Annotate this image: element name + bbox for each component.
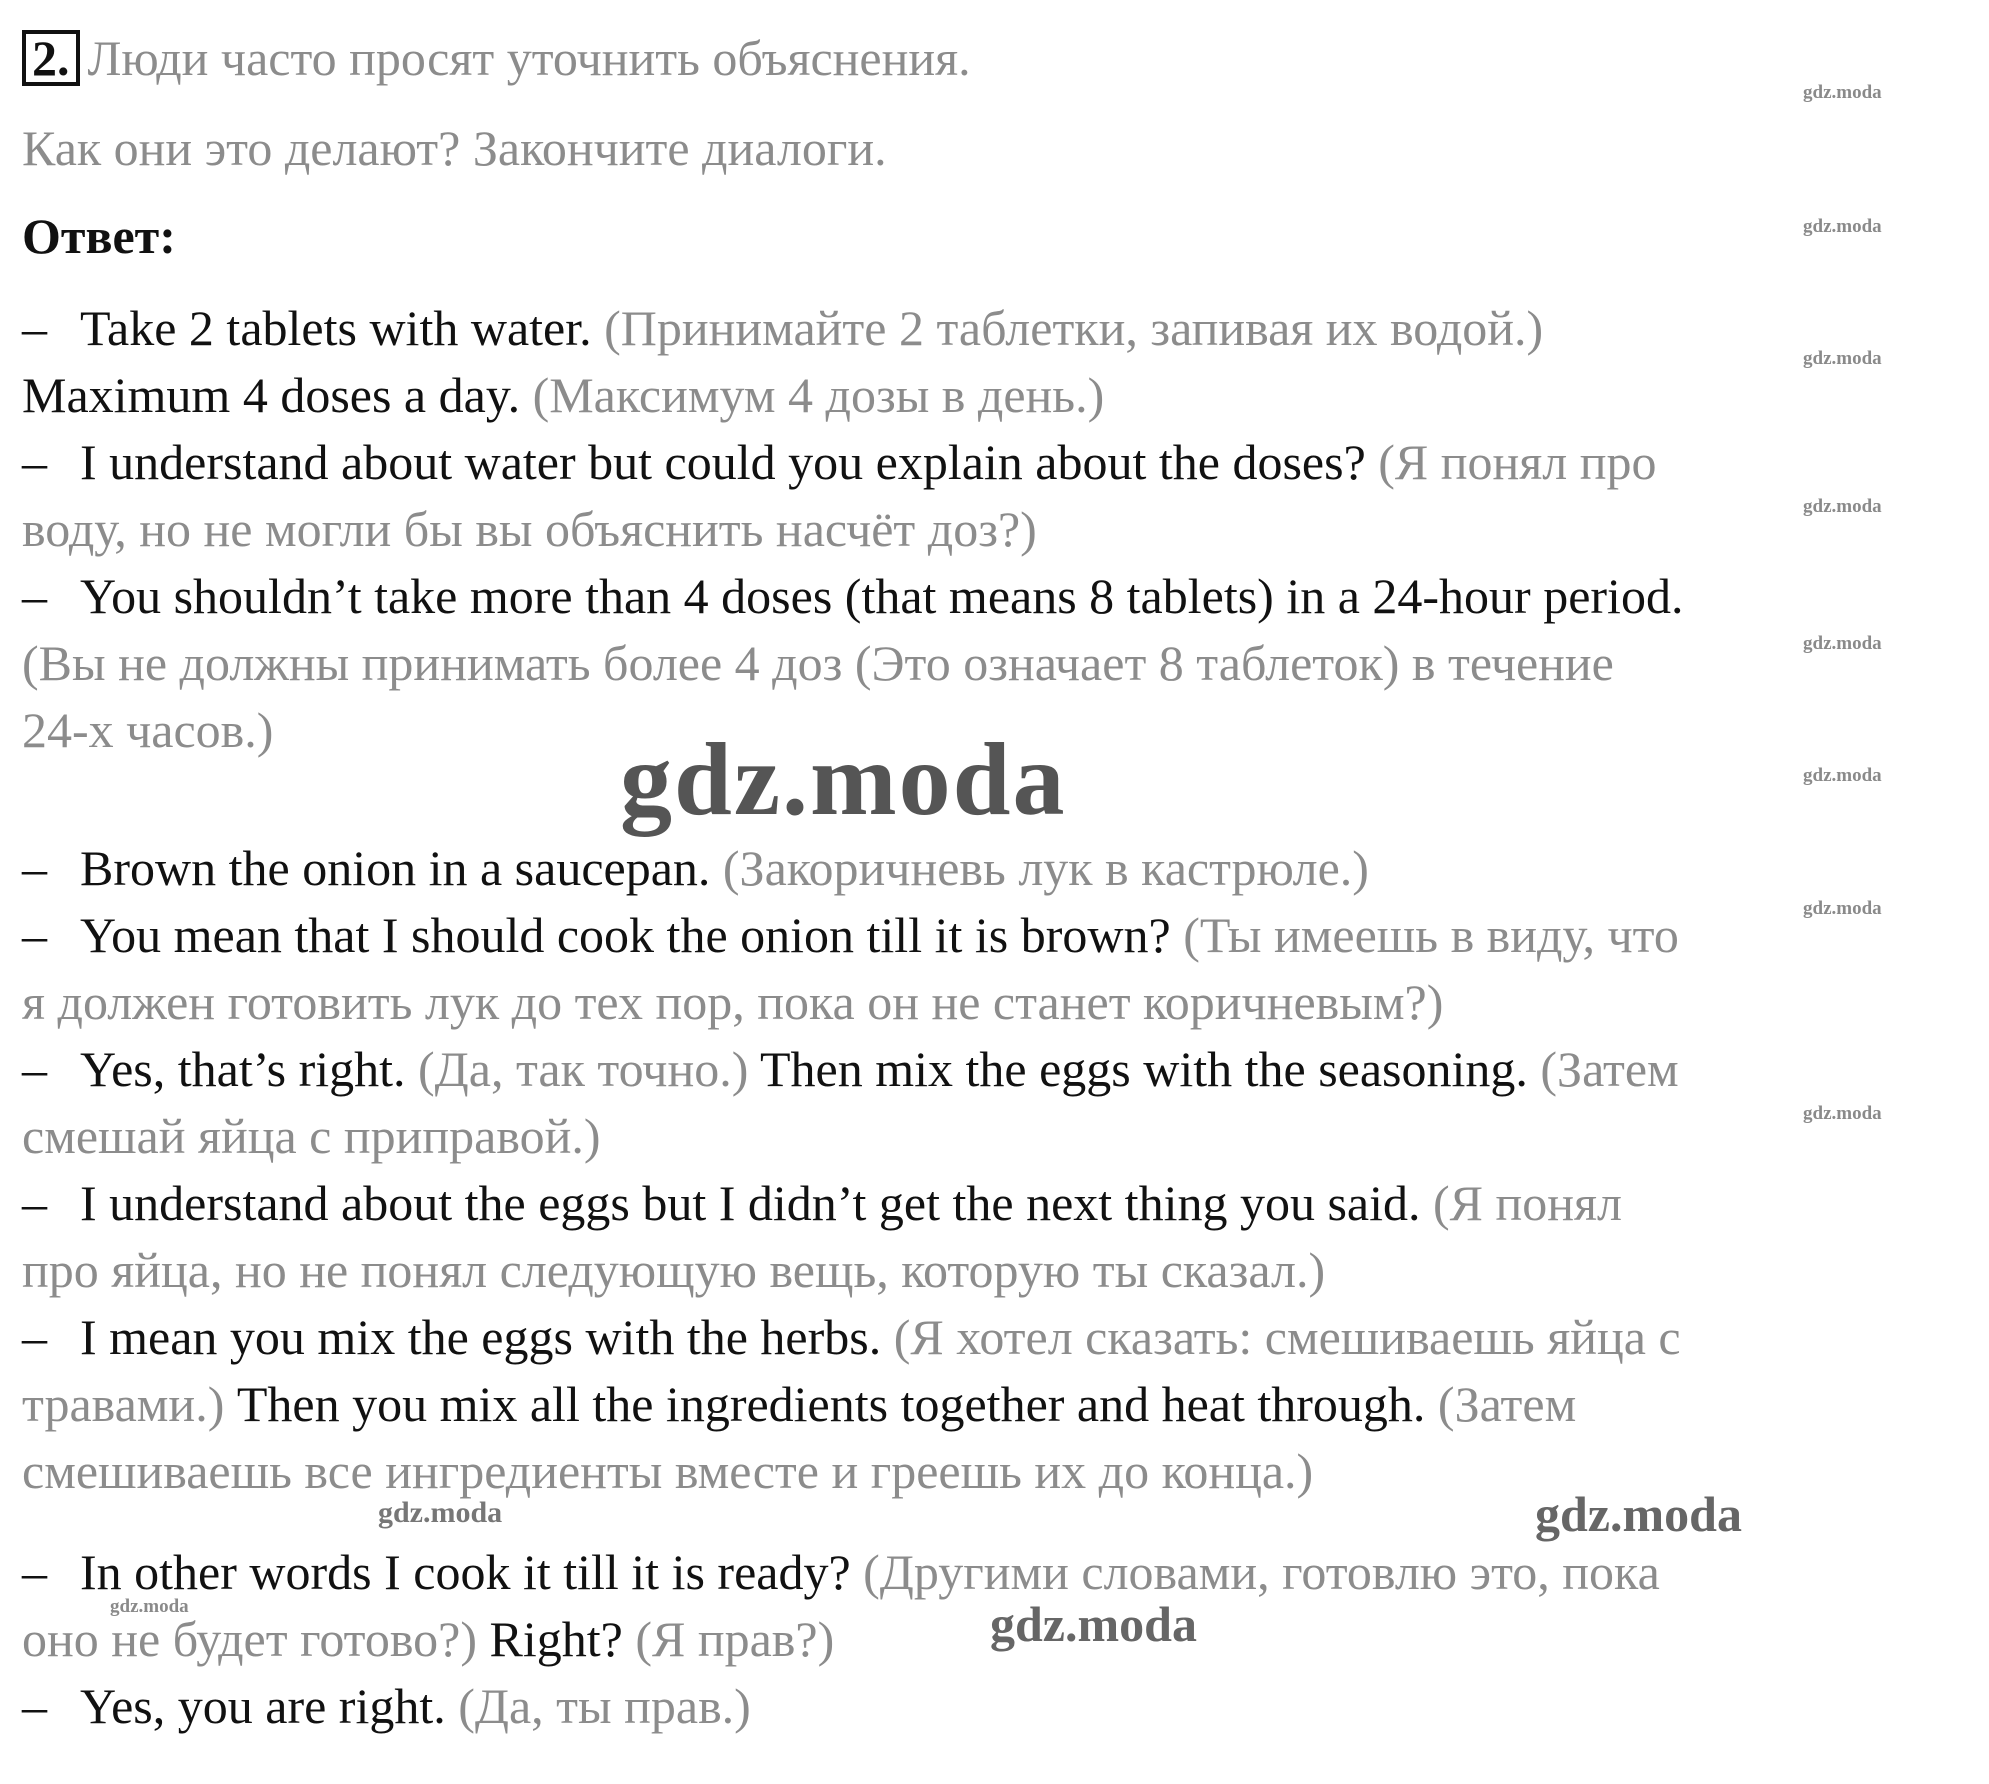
- dialogue-line: [22, 1374, 1576, 1434]
- line-english-continued: Then mix the eggs with the seasoning.: [748, 1041, 1528, 1097]
- watermark: gdz.moda: [1803, 348, 1882, 369]
- dialogue-line: [22, 972, 1443, 1032]
- watermark: gdz.moda: [1803, 496, 1882, 517]
- line-dash: –: [22, 434, 47, 490]
- line-english-continued: Then you mix all the ingredients together and heat through.: [224, 1376, 1426, 1432]
- line-english: You mean that I should cook the onion till it is brown?: [80, 907, 1171, 963]
- line-russian-continued: (Затем: [1527, 1041, 1679, 1097]
- line-english: Brown the onion in a saucepan.: [80, 840, 711, 896]
- watermark: gdz.moda: [1803, 898, 1882, 919]
- dialogue-line: [22, 499, 1037, 559]
- dialogue-line: [22, 700, 273, 760]
- line-english: I understand about water but could you explain about the doses?: [80, 434, 1366, 490]
- line-english: You shouldn’t take more than 4 doses (that means 8 tablets) in a 24-hour period.: [80, 568, 1684, 624]
- watermark: gdz.moda: [1803, 1103, 1882, 1124]
- task-subtitle: Как они это делают? Закончите диалоги.: [22, 120, 887, 176]
- dialogue-line: [22, 566, 1683, 626]
- line-russian-continued: (Я прав?): [622, 1611, 835, 1667]
- task-title: Люди часто просят уточнить объяснения.: [87, 30, 971, 86]
- watermark-medium: gdz.moda: [1535, 1486, 1742, 1542]
- line-dash: –: [22, 1309, 47, 1365]
- dialogue-line: [22, 1542, 1660, 1602]
- line-russian: (Максимум 4 дозы в день.): [520, 367, 1105, 423]
- line-english-continued: Right?: [476, 1611, 623, 1667]
- line-dash: –: [22, 907, 47, 963]
- dialogue-line: [22, 298, 1543, 358]
- line-russian: про яйца, но не понял следующую вещь, которую ты сказал.): [22, 1242, 1326, 1298]
- line-russian: (Другими словами, готовлю это, пока: [850, 1544, 1660, 1600]
- line-english: I mean you mix the eggs with the herbs.: [80, 1309, 882, 1365]
- line-english: In other words I cook it till it is ready?: [80, 1544, 851, 1600]
- dialogue-line: [22, 1106, 601, 1166]
- line-english: Yes, you are right.: [80, 1678, 446, 1734]
- line-russian: травами.): [22, 1376, 225, 1432]
- line-dash: –: [22, 300, 47, 356]
- task-number: 2.: [22, 30, 80, 86]
- watermark-medium: gdz.moda: [990, 1596, 1197, 1652]
- dialogue-line: [22, 365, 1104, 425]
- line-dash: –: [22, 568, 47, 624]
- dialogue-line: [22, 1676, 751, 1736]
- line-russian: (Я хотел сказать: смешиваешь яйца с: [881, 1309, 1681, 1365]
- task-header: [22, 28, 971, 88]
- dialogue-line: [22, 1173, 1622, 1233]
- line-russian: 24-х часов.): [22, 702, 274, 758]
- dialogue-line: [22, 838, 1369, 898]
- line-russian: (Да, ты прав.): [445, 1678, 751, 1734]
- line-russian: смешиваешь все ингредиенты вместе и греешь их до конца.): [22, 1443, 1314, 1499]
- dialogue-line: [22, 1307, 1681, 1367]
- line-russian: (Ты имеешь в виду, что: [1170, 907, 1679, 963]
- watermark-large: gdz.moda: [620, 722, 1067, 837]
- line-english: Yes, that’s right.: [80, 1041, 406, 1097]
- dialogue-line: [22, 633, 1614, 693]
- watermark: gdz.moda: [1803, 82, 1882, 103]
- watermark: gdz.moda: [1803, 633, 1882, 654]
- line-dash: –: [22, 1544, 47, 1600]
- answer-label: Ответ:: [22, 208, 176, 264]
- dialogue-line: [22, 1609, 834, 1669]
- dialogue-line: [22, 432, 1657, 492]
- line-russian: (Закоричневь лук в кастрюле.): [710, 840, 1369, 896]
- line-russian: (Принимайте 2 таблетки, запивая их водой.): [591, 300, 1544, 356]
- dialogue-line: [22, 1039, 1679, 1099]
- line-dash: –: [22, 1678, 47, 1734]
- line-russian-continued: (Затем: [1425, 1376, 1577, 1432]
- line-russian: смешай яйца с приправой.): [22, 1108, 601, 1164]
- line-russian: я должен готовить лук до тех пор, пока он не станет коричневым?): [22, 974, 1444, 1030]
- line-russian: (Вы не должны принимать более 4 доз (Это означает 8 таблеток) в течение: [22, 635, 1614, 691]
- line-english: Maximum 4 doses a day.: [22, 367, 521, 423]
- watermark: gdz.moda: [1803, 765, 1882, 786]
- line-english: I understand about the eggs but I didn’t get the next thing you said.: [80, 1175, 1421, 1231]
- dialogue-line: [22, 1441, 1313, 1501]
- dialogue-line: [22, 1240, 1325, 1300]
- line-russian: (Я понял про: [1365, 434, 1657, 490]
- line-dash: –: [22, 1041, 47, 1097]
- line-english: Take 2 tablets with water.: [80, 300, 592, 356]
- line-russian: (Да, так точно.): [405, 1041, 749, 1097]
- line-russian: (Я понял: [1420, 1175, 1622, 1231]
- line-russian: воду, но не могли бы вы объяснить насчёт доз?): [22, 501, 1037, 557]
- line-dash: –: [22, 1175, 47, 1231]
- dialogue-line: [22, 905, 1679, 965]
- watermark: gdz.moda: [110, 1596, 189, 1617]
- watermark: gdz.moda: [1803, 216, 1882, 237]
- line-dash: –: [22, 840, 47, 896]
- watermark-small: gdz.moda: [378, 1496, 503, 1529]
- line-russian: оно не будет готово?): [22, 1611, 477, 1667]
